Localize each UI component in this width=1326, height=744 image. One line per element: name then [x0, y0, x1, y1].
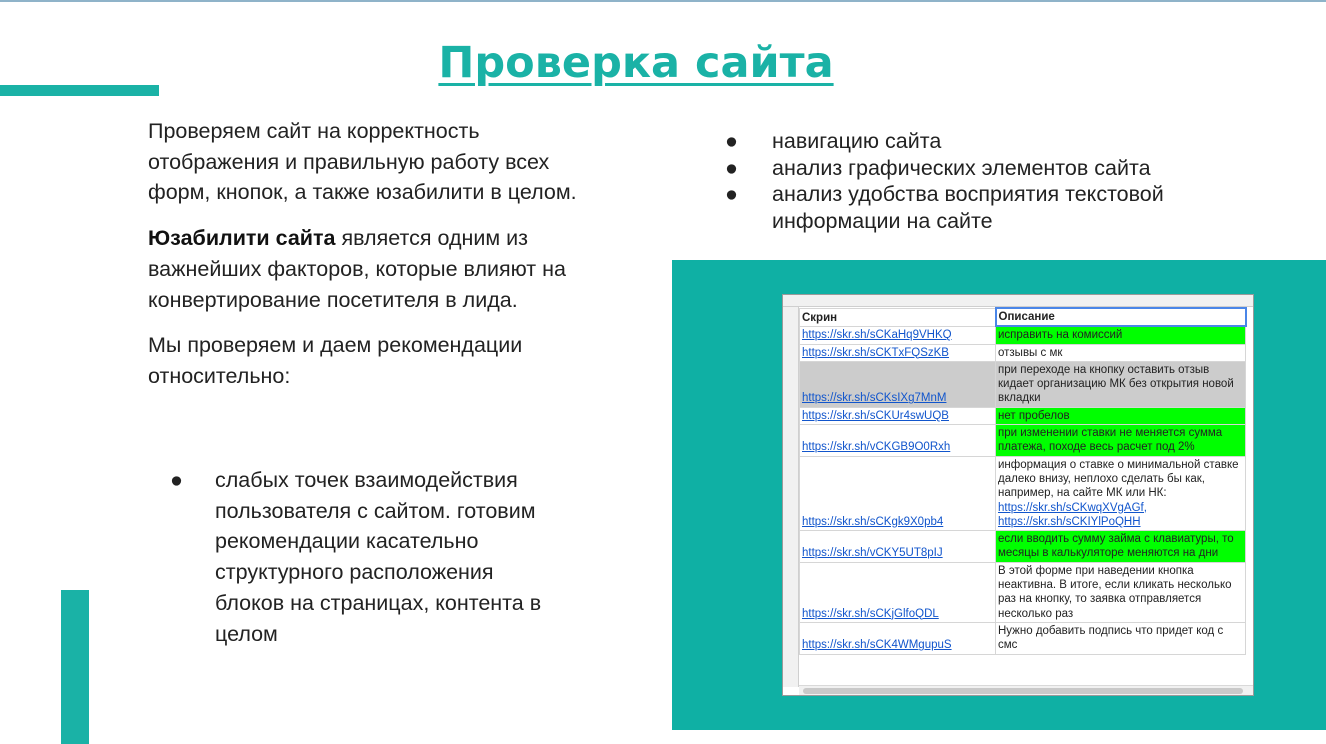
screenshot-link[interactable]: https://skr.sh/sCKaHq9VHKQ: [802, 329, 952, 342]
bullet-text: слабых точек взаимодействия пользователя с сайтом. готовим рекомендации касательно структурного расположения блоков на страницах, контента в целом: [215, 468, 542, 646]
table-row: [800, 622, 1246, 654]
usability-paragraph: [148, 223, 578, 315]
screenshot-link[interactable]: https://skr.sh/sCKgk9X0pb4: [802, 515, 944, 528]
screenshot-link[interactable]: https://skr.sh/sCKjGlfoQDL: [802, 607, 939, 620]
usability-text: является одним из важнейших факторов, которые влияют на конвертирование посетителя в лида.: [148, 226, 566, 312]
row-description-cell[interactable]: при изменении ставки не меняется сумма платежа, походе весь расчет под 2%: [996, 425, 1246, 457]
header-description[interactable]: Описание: [996, 308, 1246, 326]
row-description-cell[interactable]: Нужно добавить подпись что придет код с смс: [996, 622, 1246, 654]
row-description-cell[interactable]: нет пробелов: [996, 407, 1246, 424]
bullet-text: анализ удобства восприятия текстовой информации на сайте: [772, 182, 1164, 233]
horizontal-scrollbar[interactable]: [799, 685, 1254, 695]
screenshot-link[interactable]: https://skr.sh/sCKUr4swUQB: [802, 409, 949, 422]
screenshot-link[interactable]: https://skr.sh/sCKTxFQSzKB: [802, 346, 949, 359]
row-description-cell[interactable]: при переходе на кнопку оставить отзыв кидает организацию МК без открытия новой вкладки: [996, 361, 1246, 407]
row-description-cell[interactable]: если вводить сумму займа с клавиатуры, то месяцы в калькуляторе меняются на дни: [996, 531, 1246, 563]
row-description-cell[interactable]: отзывы с мк: [996, 344, 1246, 361]
row-description-text: информация о ставке о минимальной ставке далеко внизу, неплохо сделать бы как, например, на сайте МК или НК:: [998, 458, 1239, 500]
recommend-intro: Мы проверяем и даем рекомендации относительно:: [148, 333, 523, 388]
row-link-cell[interactable]: [800, 562, 996, 622]
sheet-header-row: [800, 308, 1246, 326]
bullet-icon: ●: [725, 155, 738, 180]
sheet-column-header-strip: [783, 295, 1254, 307]
bullet-icon: ●: [725, 129, 738, 153]
screenshot-link[interactable]: https://skr.sh/sCK4WMgupuS: [802, 639, 952, 652]
table-row: [800, 326, 1246, 344]
table-row: [800, 425, 1246, 457]
row-link-cell[interactable]: [800, 531, 996, 563]
row-description-cell[interactable]: В этой форме при наведении кнопка неактивна. В итоге, если кликать несколько раз на кнопку, то заявка отправляется несколько раз: [996, 562, 1246, 622]
row-link-cell[interactable]: [800, 344, 996, 361]
bullet-icon: ●: [170, 468, 183, 492]
table-row: [800, 407, 1246, 424]
table-row: [800, 344, 1246, 361]
intro-paragraph: Проверяем сайт на корректность отображения и правильную работу всех форм, кнопок, а также юзабилити в целом.: [148, 119, 577, 205]
row-link-cell[interactable]: [800, 425, 996, 457]
left-column: [148, 116, 578, 407]
row-link-cell[interactable]: [800, 407, 996, 424]
bullet-text: анализ графических элементов сайта: [772, 155, 1151, 180]
page-title: Проверка сайта: [438, 38, 834, 88]
row-link-cell[interactable]: [800, 456, 996, 530]
accent-bar-vertical: [61, 590, 89, 744]
usability-bold: Юзабилити сайта: [148, 226, 336, 251]
screenshot-link[interactable]: https://skr.sh/sCKsIXg7MnM: [802, 392, 947, 405]
inline-link[interactable]: https://skr.sh/sCKwqXVgAGf,: [998, 501, 1147, 514]
header-screenshot[interactable]: Скрин: [800, 308, 996, 326]
bullet-text: навигацию сайта: [772, 129, 942, 153]
bullet-list-left: [148, 465, 568, 649]
table-row: [800, 562, 1246, 622]
screenshot-link[interactable]: https://skr.sh/vCKY5UT8pIJ: [802, 547, 943, 560]
row-link-cell[interactable]: [800, 361, 996, 407]
bullet-icon: ●: [725, 182, 738, 206]
row-link-cell[interactable]: [800, 326, 996, 344]
bullet-list-right: [725, 128, 1265, 234]
sheet-table: [799, 307, 1247, 655]
inline-link[interactable]: https://skr.sh/sCKIYlPoQHH: [998, 515, 1141, 528]
list-item: [148, 465, 568, 649]
list-item: [725, 155, 1265, 182]
scrollbar-thumb[interactable]: [803, 688, 1243, 694]
screenshot-link[interactable]: https://skr.sh/vCKGB9O0Rxh: [802, 441, 951, 454]
table-row: [800, 456, 1246, 530]
top-border-line: [0, 0, 1326, 2]
list-item: [725, 181, 1265, 234]
sheet-row-header-strip: [783, 307, 799, 687]
row-description-cell[interactable]: исправить на комиссий: [996, 326, 1246, 344]
row-description-cell[interactable]: [996, 456, 1246, 530]
table-row: [800, 361, 1246, 407]
spreadsheet-screenshot: [782, 294, 1254, 696]
row-link-cell[interactable]: [800, 622, 996, 654]
list-item: [725, 128, 1265, 155]
table-row: [800, 531, 1246, 563]
